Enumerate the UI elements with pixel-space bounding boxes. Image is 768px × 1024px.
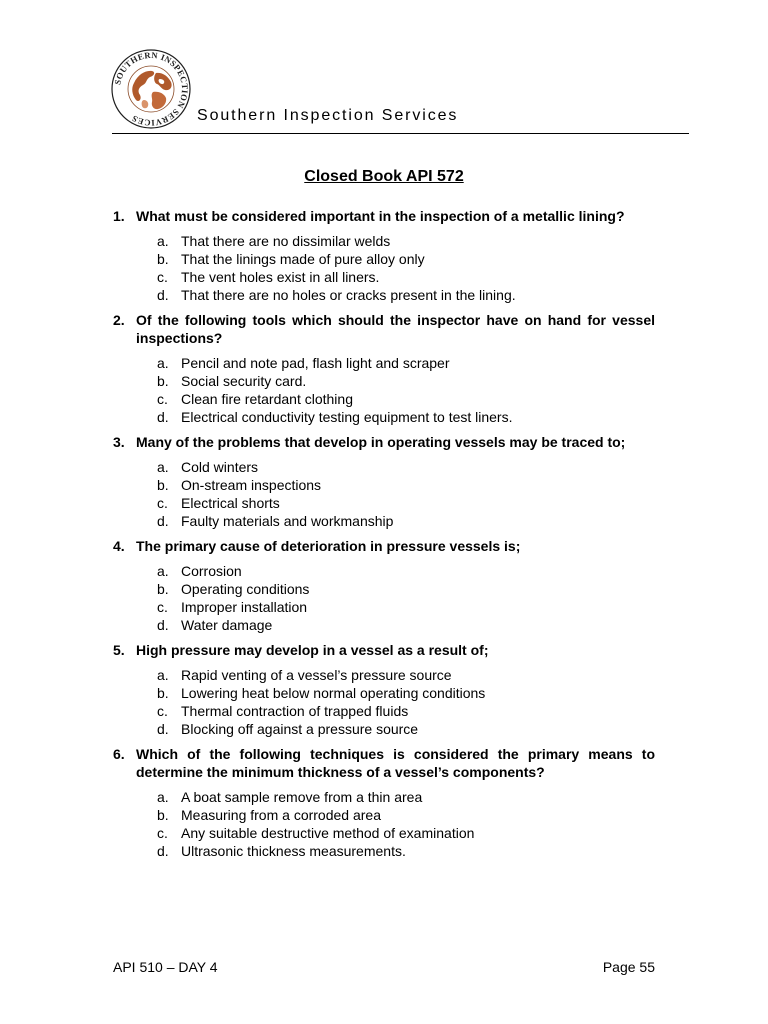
option-text: Electrical shorts (181, 495, 280, 511)
question-text: High pressure may develop in a vessel as a result of; (136, 642, 489, 658)
answer-options (113, 458, 655, 530)
question-number: 4. (113, 538, 125, 554)
question-item (113, 433, 655, 530)
option-text: Pencil and note pad, flash light and scraper (181, 355, 450, 371)
question-number: 2. (113, 312, 125, 328)
answer-option (157, 702, 655, 720)
footer-page-number: Page 55 (602, 959, 655, 975)
option-text: Blocking off against a pressure source (181, 721, 419, 737)
option-text: Any suitable destructive method of examination (181, 825, 475, 841)
answer-option (157, 354, 655, 372)
header-divider (112, 133, 689, 134)
question-number: 5. (113, 642, 125, 658)
answer-option (157, 390, 655, 408)
answer-option (157, 580, 655, 598)
option-letter: a. (157, 563, 169, 579)
page-header (110, 48, 690, 134)
answer-option (157, 824, 655, 842)
option-text: Electrical conductivity testing equipment to test liners. (181, 409, 513, 425)
question-item (113, 537, 655, 634)
question-item (113, 745, 655, 860)
option-text: Clean fire retardant clothing (181, 391, 353, 407)
question-number: 6. (113, 746, 125, 762)
answer-options (113, 232, 655, 304)
option-letter: b. (157, 477, 169, 493)
option-letter: c. (157, 495, 168, 511)
option-letter: b. (157, 373, 169, 389)
company-name: Southern Inspection Services (197, 107, 459, 124)
answer-option (157, 372, 655, 390)
option-letter: b. (157, 251, 169, 267)
answer-options (113, 354, 655, 426)
option-letter: d. (157, 409, 169, 425)
question-text: What must be considered important in the inspection of a metallic lining? (136, 208, 625, 224)
answer-options (113, 562, 655, 634)
option-letter: c. (157, 269, 168, 285)
question-number: 1. (113, 208, 125, 224)
option-letter: d. (157, 721, 169, 737)
option-text: That there are no dissimilar welds (181, 233, 391, 249)
option-letter: b. (157, 685, 169, 701)
option-letter: a. (157, 233, 169, 249)
option-text: That the linings made of pure alloy only (181, 251, 425, 267)
option-letter: c. (157, 703, 168, 719)
logo-lettering: SOUTHERN INSPECTION SERVICES (112, 49, 191, 129)
answer-option (157, 562, 655, 580)
option-text: Rapid venting of a vessel’s pressure source (181, 667, 452, 683)
question-item (113, 641, 655, 738)
answer-option (157, 788, 655, 806)
answer-option (157, 842, 655, 860)
option-text: Operating conditions (181, 581, 310, 597)
option-text: A boat sample remove from a thin area (181, 789, 423, 805)
answer-option (157, 476, 655, 494)
option-letter: a. (157, 459, 169, 475)
question-text: Which of the following techniques is considered the primary means to determine the minimum thickness of a vessel’s components? (136, 746, 655, 780)
answer-option (157, 268, 655, 286)
answer-option (157, 408, 655, 426)
option-letter: c. (157, 391, 168, 407)
answer-options (113, 666, 655, 738)
question-text: The primary cause of deterioration in pressure vessels is; (136, 538, 521, 554)
question-list (113, 207, 655, 867)
option-text: Improper installation (181, 599, 308, 615)
option-text: Thermal contraction of trapped fluids (181, 703, 409, 719)
answer-option (157, 458, 655, 476)
option-letter: d. (157, 513, 169, 529)
answer-option (157, 250, 655, 268)
answer-option (157, 494, 655, 512)
option-text: That there are no holes or cracks present in the lining. (181, 287, 516, 303)
footer-course-label: API 510 – DAY 4 (113, 959, 218, 975)
document-title: Closed Book API 572 (304, 168, 464, 185)
option-letter: d. (157, 287, 169, 303)
answer-option (157, 616, 655, 634)
question-item (113, 207, 655, 304)
option-letter: a. (157, 789, 169, 805)
answer-option (157, 286, 655, 304)
option-text: Measuring from a corroded area (181, 807, 381, 823)
option-text: The vent holes exist in all liners. (181, 269, 380, 285)
option-letter: d. (157, 843, 169, 859)
option-letter: a. (157, 667, 169, 683)
question-text: Many of the problems that develop in operating vessels may be traced to; (136, 434, 626, 450)
answer-option (157, 806, 655, 824)
option-letter: a. (157, 355, 169, 371)
question-text: Of the following tools which should the inspector have on hand for vessel inspections? (136, 312, 655, 346)
question-item (113, 311, 655, 426)
option-text: Corrosion (181, 563, 242, 579)
answer-options (113, 788, 655, 860)
question-number: 3. (113, 434, 125, 450)
company-logo (110, 48, 192, 130)
answer-option (157, 666, 655, 684)
option-letter: c. (157, 825, 168, 841)
option-text: Cold winters (181, 459, 259, 475)
option-text: On-stream inspections (181, 477, 322, 493)
answer-option (157, 598, 655, 616)
answer-option (157, 232, 655, 250)
option-letter: d. (157, 617, 169, 633)
option-letter: c. (157, 599, 168, 615)
option-text: Ultrasonic thickness measurements. (181, 843, 406, 859)
option-text: Social security card. (181, 373, 307, 389)
option-text: Lowering heat below normal operating conditions (181, 685, 486, 701)
answer-option (157, 512, 655, 530)
option-letter: b. (157, 807, 169, 823)
answer-option (157, 684, 655, 702)
option-letter: b. (157, 581, 169, 597)
answer-option (157, 720, 655, 738)
option-text: Water damage (181, 617, 273, 633)
option-text: Faulty materials and workmanship (181, 513, 394, 529)
